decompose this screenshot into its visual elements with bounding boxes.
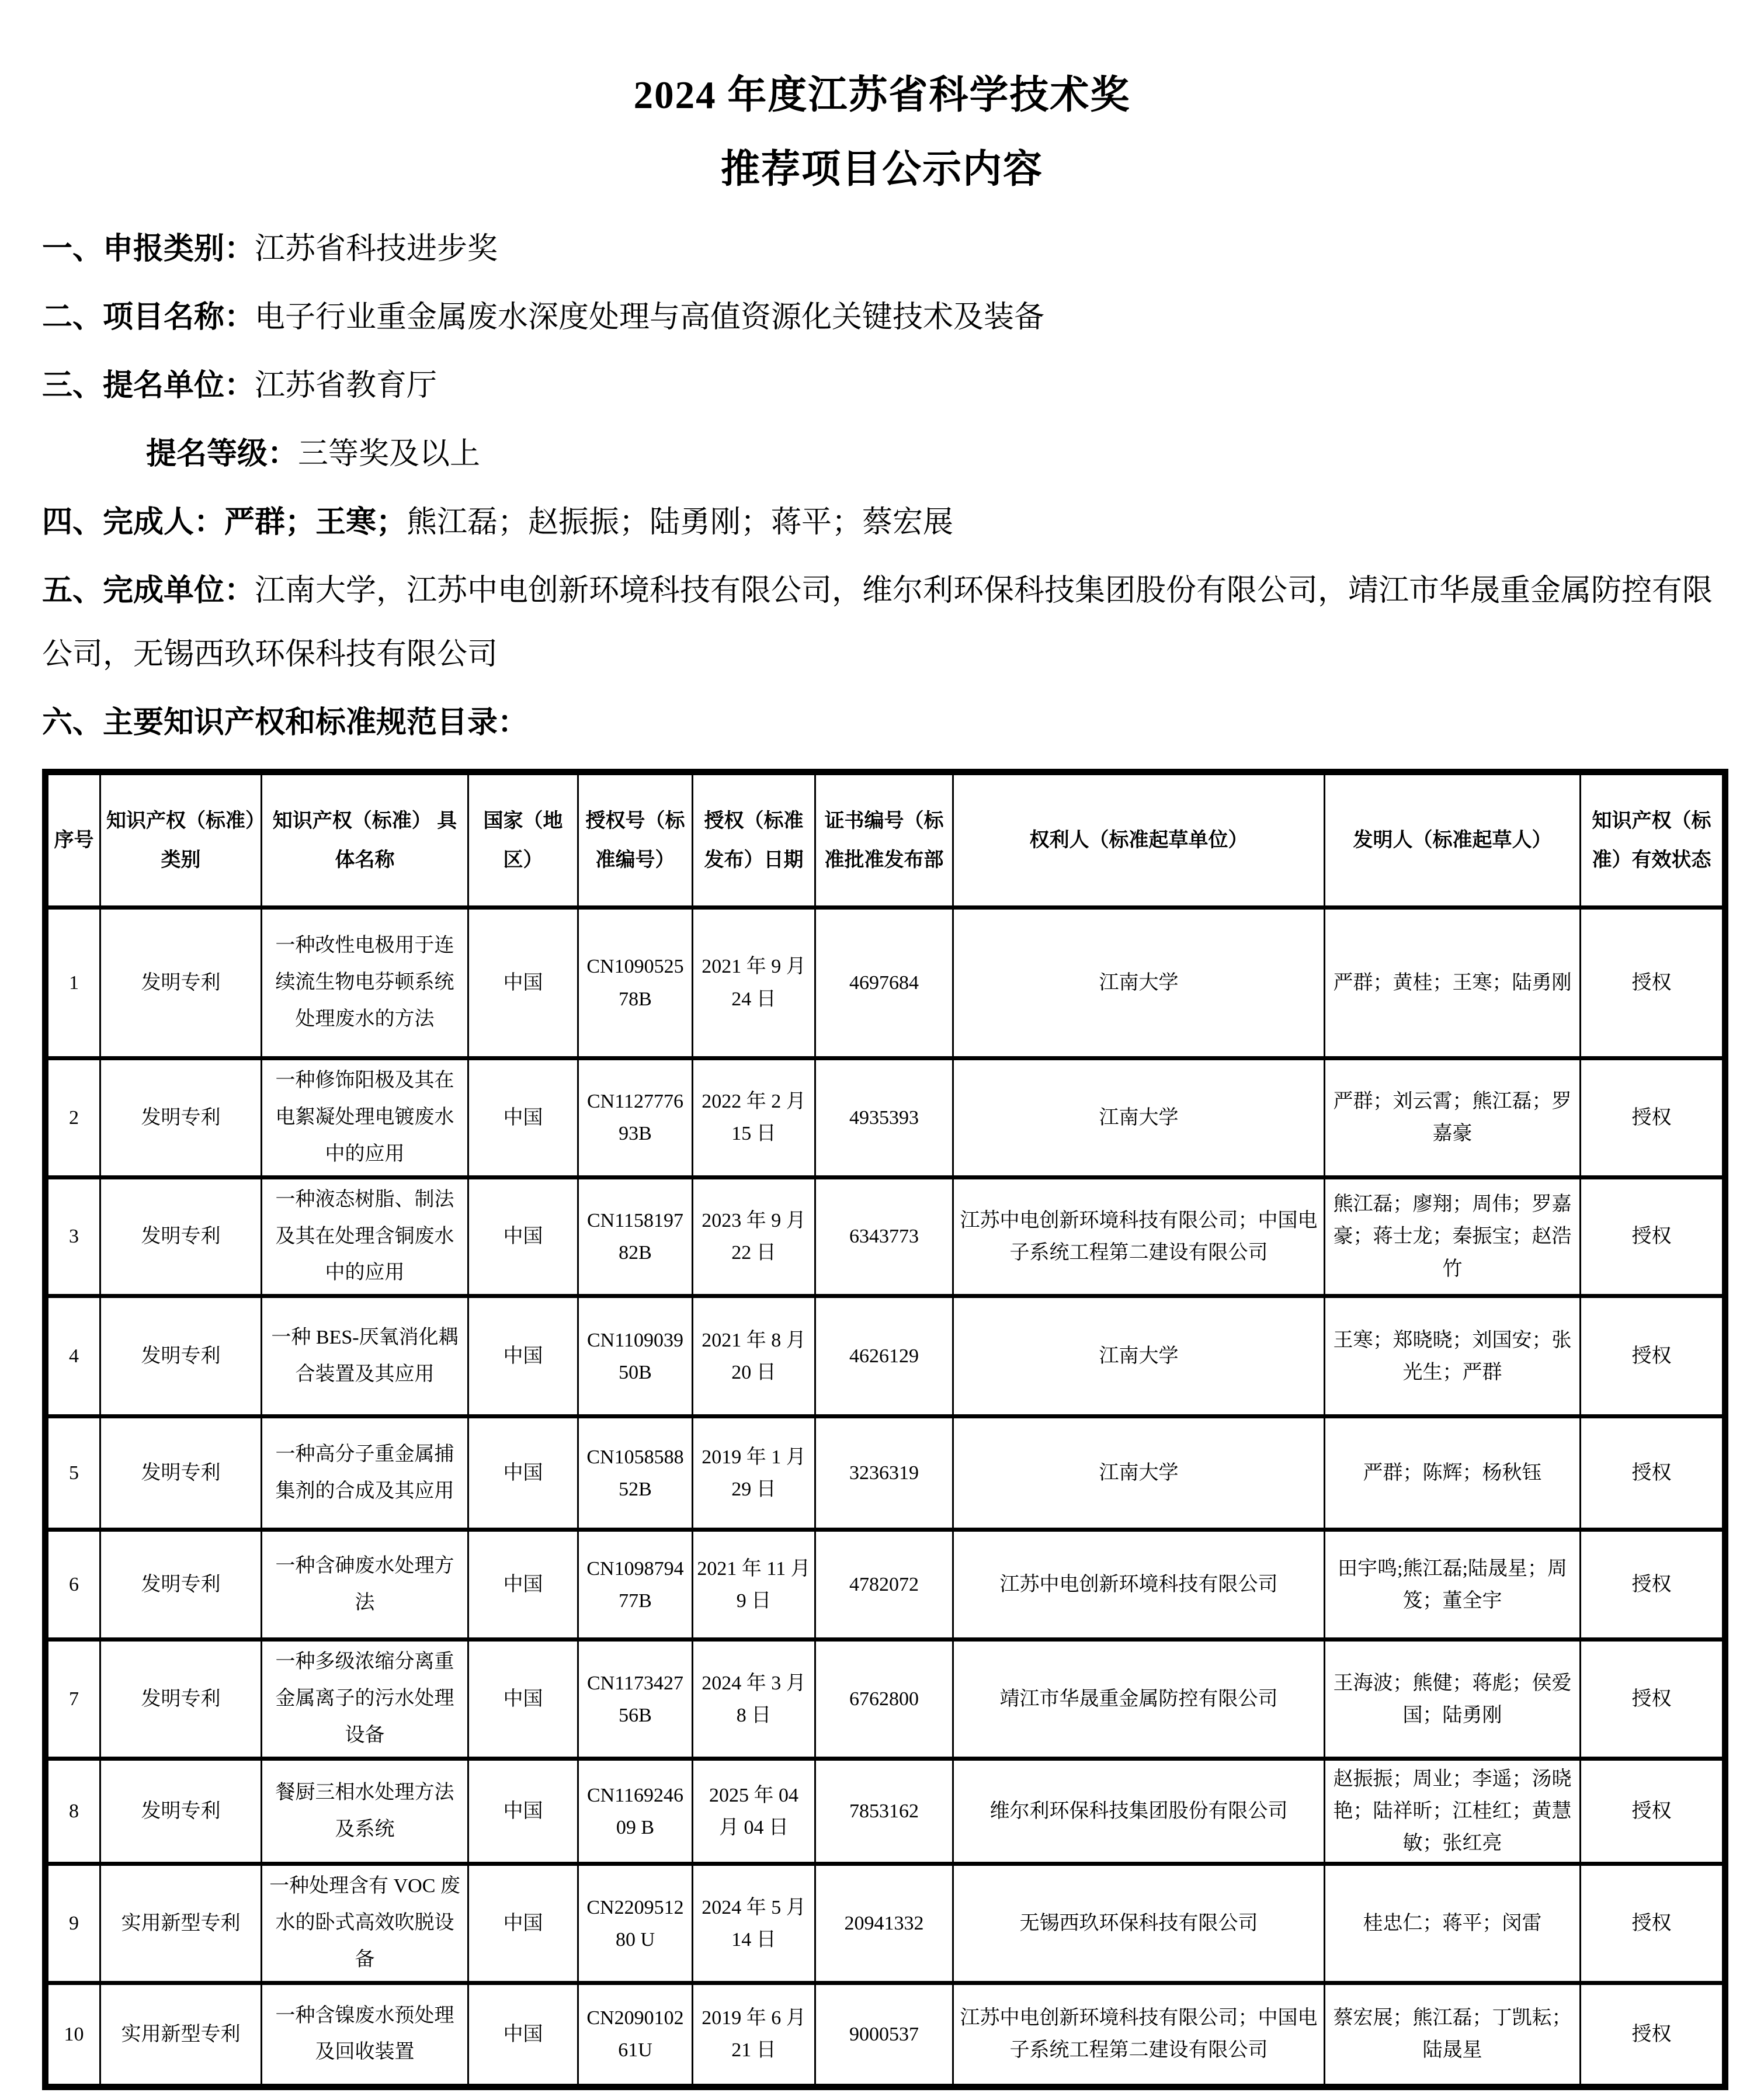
table-cell-date: 2024 年 3 月 8 日 <box>693 1640 815 1759</box>
table-cell-date: 2019 年 1 月 29 日 <box>693 1417 815 1530</box>
ip-table-header-status: 知识产权（标准）有效状态 <box>1581 772 1725 908</box>
table-cell-date: 2022 年 2 月 15 日 <box>693 1059 815 1178</box>
table-cell-number: CN116924609 B <box>578 1759 693 1864</box>
table-cell-inventors: 赵振振；周业；李遥；汤晓艳；陆祥昕；江桂红；黄慧敏；张红亮 <box>1325 1759 1581 1864</box>
table-cell-name: 一种多级浓缩分离重金属离子的污水处理设备 <box>262 1640 468 1759</box>
table-cell-inventors: 王海波；熊健；蒋彪；侯爱国；陆勇刚 <box>1325 1640 1581 1759</box>
table-cell-number: CN109879477B <box>578 1530 693 1640</box>
table-cell-country: 中国 <box>468 1759 578 1864</box>
table-cell-date: 2025 年 04 月 04 日 <box>693 1759 815 1864</box>
table-cell-cert-no: 7853162 <box>815 1759 953 1864</box>
table-cell-number: CN220951280 U <box>578 1864 693 1983</box>
section-declaration-category-value: 江苏省科技进步奖 <box>255 232 498 266</box>
table-cell-no: 2 <box>46 1059 100 1178</box>
table-cell-name: 一种高分子重金属捕集剂的合成及其应用 <box>262 1417 468 1530</box>
document-title-line2: 推荐项目公示内容 <box>721 148 1043 191</box>
table-cell-status: 授权 <box>1581 1983 1725 2087</box>
table-cell-no: 9 <box>46 1864 100 1983</box>
table-cell-cert-no: 4782072 <box>815 1530 953 1640</box>
table-cell-name: 一种含镍废水预处理及回收装置 <box>262 1983 468 2087</box>
section-nominating-unit-value: 江苏省教育厅 <box>255 369 437 402</box>
section-project-name-label: 二、项目名称： <box>42 300 255 334</box>
section-ip-catalog-heading <box>42 691 1722 755</box>
table-cell-no: 1 <box>46 908 100 1059</box>
table-cell-name: 一种处理含有 VOC 废水的卧式高效吹脱设备 <box>262 1864 468 1983</box>
document-title-line1: 2024 年度江苏省科学技术奖 <box>633 74 1131 117</box>
table-cell-no: 4 <box>46 1296 100 1417</box>
table-cell-name: 一种 BES-厌氧消化耦合装置及其应用 <box>262 1296 468 1417</box>
ip-table-header-date: 授权（标准发布）日期 <box>693 772 815 908</box>
table-row <box>46 1296 1725 1417</box>
table-row <box>46 1417 1725 1530</box>
table-cell-category: 发明专利 <box>100 1759 262 1864</box>
table-cell-inventors: 王寒；郑晓晓；刘国安；张光生；严群 <box>1325 1296 1581 1417</box>
table-cell-category: 发明专利 <box>100 1417 262 1530</box>
table-cell-number: CN105858852B <box>578 1417 693 1530</box>
table-cell-owner: 靖江市华晟重金属防控有限公司 <box>953 1640 1325 1759</box>
table-cell-country: 中国 <box>468 1530 578 1640</box>
table-cell-number: CN209010261U <box>578 1983 693 2087</box>
table-cell-inventors: 严群；陈辉；杨秋钰 <box>1325 1417 1581 1530</box>
table-cell-status: 授权 <box>1581 908 1725 1059</box>
section-completers-value: 熊江磊；赵振振；陆勇刚；蒋平；蔡宏展 <box>407 506 954 539</box>
table-cell-country: 中国 <box>468 1417 578 1530</box>
section-nomination-grade-label: 提名等级： <box>146 437 298 471</box>
section-completers-label: 四、完成人： <box>42 505 225 539</box>
table-cell-status: 授权 <box>1581 1059 1725 1178</box>
table-cell-status: 授权 <box>1581 1296 1725 1417</box>
table-cell-name: 餐厨三相水处理方法及系统 <box>262 1759 468 1864</box>
table-cell-country: 中国 <box>468 1983 578 2087</box>
section-ip-catalog-heading-label: 六、主要知识产权和标准规范目录： <box>42 706 529 740</box>
table-cell-name: 一种液态树脂、制法及其在处理含铜废水中的应用 <box>262 1177 468 1296</box>
ip-table-header-row <box>46 772 1725 908</box>
table-row <box>46 1759 1725 1864</box>
table-cell-date: 2024 年 5 月 14 日 <box>693 1864 815 1983</box>
table-cell-number: CN110903950B <box>578 1296 693 1417</box>
table-cell-category: 实用新型专利 <box>100 1864 262 1983</box>
table-cell-category: 发明专利 <box>100 1296 262 1417</box>
table-cell-no: 3 <box>46 1177 100 1296</box>
table-cell-no: 5 <box>46 1417 100 1530</box>
section-completers-bold-value: 严群；王寒； <box>224 506 407 539</box>
section-project-name <box>42 286 1722 349</box>
table-row <box>46 1059 1725 1178</box>
section-declaration-category-label: 一、申报类别： <box>42 232 255 266</box>
table-cell-owner: 江苏中电创新环境科技有限公司 <box>953 1530 1325 1640</box>
table-cell-date: 2021 年 8 月 20 日 <box>693 1296 815 1417</box>
ip-table-header-no: 序号 <box>46 772 100 908</box>
table-cell-category: 实用新型专利 <box>100 1983 262 2087</box>
table-row <box>46 1864 1725 1983</box>
table-cell-number: CN112777693B <box>578 1059 693 1178</box>
table-cell-cert-no: 4697684 <box>815 908 953 1059</box>
table-cell-category: 发明专利 <box>100 1059 262 1178</box>
table-row <box>46 1177 1725 1296</box>
section-completing-units <box>42 559 1722 686</box>
table-row <box>46 1640 1725 1759</box>
table-cell-date: 2021 年 11 月 9 日 <box>693 1530 815 1640</box>
table-cell-number: CN115819782B <box>578 1177 693 1296</box>
table-cell-country: 中国 <box>468 1296 578 1417</box>
table-row <box>46 908 1725 1059</box>
table-cell-owner: 江苏中电创新环境科技有限公司；中国电子系统工程第二建设有限公司 <box>953 1983 1325 2087</box>
table-cell-owner: 江苏中电创新环境科技有限公司；中国电子系统工程第二建设有限公司 <box>953 1177 1325 1296</box>
table-cell-cert-no: 4626129 <box>815 1296 953 1417</box>
table-cell-inventors: 桂忠仁；蒋平；闵雷 <box>1325 1864 1581 1983</box>
table-cell-name: 一种改性电极用于连续流生物电芬顿系统处理废水的方法 <box>262 908 468 1059</box>
table-cell-country: 中国 <box>468 1864 578 1983</box>
ip-table-header-owner: 权利人（标准起草单位） <box>953 772 1325 908</box>
table-cell-inventors: 熊江磊；廖翔；周伟；罗嘉豪；蒋士龙；秦振宝；赵浩竹 <box>1325 1177 1581 1296</box>
table-cell-country: 中国 <box>468 1059 578 1178</box>
table-cell-date: 2023 年 9 月 22 日 <box>693 1177 815 1296</box>
table-cell-cert-no: 4935393 <box>815 1059 953 1178</box>
section-nominating-unit <box>42 354 1722 418</box>
table-cell-status: 授权 <box>1581 1640 1725 1759</box>
table-cell-status: 授权 <box>1581 1417 1725 1530</box>
table-cell-country: 中国 <box>468 1177 578 1296</box>
ip-table-header-cert-no: 证书编号（标准批准发布部 <box>815 772 953 908</box>
table-cell-cert-no: 6762800 <box>815 1640 953 1759</box>
table-cell-cert-no: 6343773 <box>815 1177 953 1296</box>
table-cell-owner: 江南大学 <box>953 1059 1325 1178</box>
ip-table-header-category: 知识产权（标准）类别 <box>100 772 262 908</box>
table-cell-inventors: 蔡宏展；熊江磊；丁凯耘；陆晟星 <box>1325 1983 1581 2087</box>
section-completers <box>42 491 1722 554</box>
table-cell-category: 发明专利 <box>100 908 262 1059</box>
table-cell-name: 一种修饰阳极及其在电絮凝处理电镀废水中的应用 <box>262 1059 468 1178</box>
section-completing-units-label: 五、完成单位： <box>42 574 255 608</box>
section-completing-units-value: 江南大学，江苏中电创新环境科技有限公司，维尔利环保科技集团股份有限公司，靖江市华晟重金属防控有限公司，无锡西玖环保科技有限公司 <box>42 574 1713 671</box>
table-cell-number: CN117342756B <box>578 1640 693 1759</box>
table-row <box>46 1983 1725 2087</box>
table-cell-status: 授权 <box>1581 1530 1725 1640</box>
table-cell-no: 8 <box>46 1759 100 1864</box>
ip-table-header-name: 知识产权（标准） 具体名称 <box>262 772 468 908</box>
table-cell-inventors: 田宇鸣;熊江磊;陆晟星；周笈；董全宇 <box>1325 1530 1581 1640</box>
table-cell-inventors: 严群；刘云霄；熊江磊；罗嘉豪 <box>1325 1059 1581 1178</box>
section-nomination-grade-value: 三等奖及以上 <box>298 438 481 471</box>
table-cell-owner: 无锡西玖环保科技有限公司 <box>953 1864 1325 1983</box>
table-cell-status: 授权 <box>1581 1177 1725 1296</box>
table-cell-cert-no: 3236319 <box>815 1417 953 1530</box>
table-cell-date: 2019 年 6 月 21 日 <box>693 1983 815 2087</box>
document-title <box>42 58 1722 207</box>
table-row <box>46 1530 1725 1640</box>
table-cell-cert-no: 9000537 <box>815 1983 953 2087</box>
table-cell-status: 授权 <box>1581 1759 1725 1864</box>
table-cell-owner: 维尔利环保科技集团股份有限公司 <box>953 1759 1325 1864</box>
table-cell-status: 授权 <box>1581 1864 1725 1983</box>
table-cell-category: 发明专利 <box>100 1177 262 1296</box>
table-cell-country: 中国 <box>468 1640 578 1759</box>
table-cell-date: 2021 年 9 月 24 日 <box>693 908 815 1059</box>
table-cell-no: 7 <box>46 1640 100 1759</box>
table-cell-number: CN109052578B <box>578 908 693 1059</box>
table-cell-category: 发明专利 <box>100 1640 262 1759</box>
section-project-name-value: 电子行业重金属废水深度处理与高值资源化关键技术及装备 <box>255 301 1045 334</box>
table-cell-no: 10 <box>46 1983 100 2087</box>
table-cell-no: 6 <box>46 1530 100 1640</box>
ip-table-header-inventors: 发明人（标准起草人） <box>1325 772 1581 908</box>
ip-table-body <box>46 908 1725 2087</box>
ip-standards-table <box>42 769 1728 2090</box>
section-nomination-grade <box>42 422 1722 486</box>
table-cell-country: 中国 <box>468 908 578 1059</box>
table-cell-owner: 江南大学 <box>953 908 1325 1059</box>
section-nominating-unit-label: 三、提名单位： <box>42 369 255 402</box>
table-cell-inventors: 严群；黄桂；王寒；陆勇刚 <box>1325 908 1581 1059</box>
table-cell-cert-no: 20941332 <box>815 1864 953 1983</box>
sections-block <box>42 217 1722 755</box>
table-cell-owner: 江南大学 <box>953 1296 1325 1417</box>
ip-table-header <box>46 772 1725 908</box>
section-declaration-category <box>42 217 1722 281</box>
ip-table-header-number: 授权号（标准编号） <box>578 772 693 908</box>
table-cell-category: 发明专利 <box>100 1530 262 1640</box>
ip-table-header-country: 国家（地区） <box>468 772 578 908</box>
table-cell-name: 一种含砷废水处理方法 <box>262 1530 468 1640</box>
table-cell-owner: 江南大学 <box>953 1417 1325 1530</box>
